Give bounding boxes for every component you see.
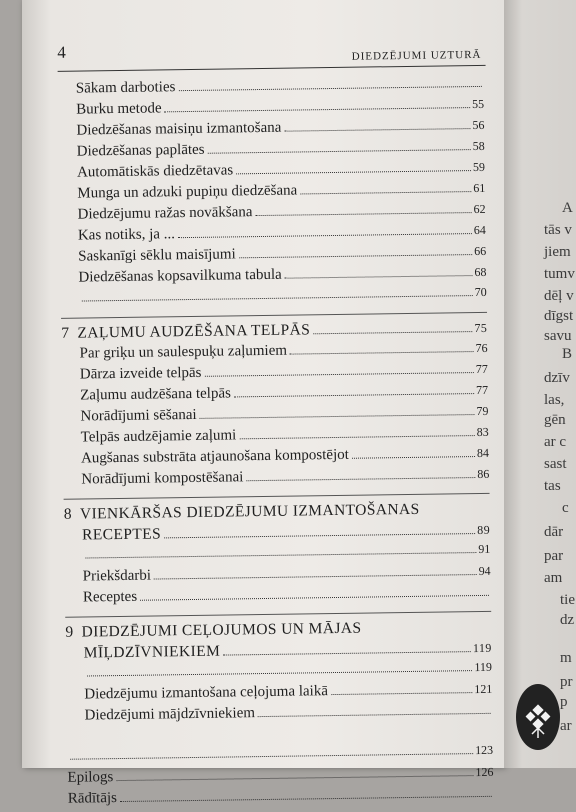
facing-page-text: pr [560,674,573,690]
entry-title: Diedzējumu ražas novākšana [77,204,253,223]
facing-page-text: jiem [544,244,571,260]
leader-dots [208,149,471,154]
leader-dots [87,670,472,676]
facing-page-text: dēļ v [544,288,574,304]
leader-dots [82,295,473,301]
leader-dots [313,331,472,334]
leader-dots [223,651,471,655]
facing-page-text: am [544,570,563,586]
chapter-title: MĪĻDZĪVNIEKIEM [83,642,221,662]
page-ref: 94 [478,563,491,579]
page-ref: 126 [475,764,494,780]
page-ref: 56 [472,117,485,133]
page-ref: 64 [473,222,486,238]
page-ref: 83 [476,424,489,440]
entry-title: Dārza izveide telpās [79,364,202,383]
entry-title: Epilogs [67,769,114,786]
running-head: DIEDZĒJUMI UZTURĀ [351,48,482,63]
facing-page-text: tās v [544,222,572,238]
page-ref: 123 [475,742,494,758]
page-ref: 75 [474,320,488,336]
chapter-number: 7 [61,324,70,342]
chapter-title: VIENKĀRŠAS DIEDZĒJUMU IZMANTOŠANAS [79,500,420,523]
diamond-leaf-icon [516,684,560,750]
watermark-logo [516,684,560,750]
page-ref: 58 [472,138,485,154]
chapter-number: 9 [65,623,74,641]
table-of-contents [58,75,494,812]
page-ref: 77 [475,361,488,377]
page-ref: 84 [476,445,490,461]
entry-title: Rādītājs [67,790,118,807]
page-ref: 119 [472,640,492,656]
entry-title: Diedzējumu izmantošana ceļojuma laikā [84,683,329,703]
page-ref: 62 [473,201,486,217]
facing-page-text: las, [544,392,565,408]
page-ref: 76 [475,340,488,356]
leader-dots [154,574,477,580]
book-page [22,0,504,807]
leader-dots [200,414,475,419]
page-content [17,0,510,807]
facing-page-text: A [562,200,573,216]
chapter-number: 8 [63,505,73,523]
entry-title: Diedzēšanas kopsavilkuma tabula [78,266,282,286]
facing-page-text: gēn [544,412,566,428]
facing-page-text: dīgst [544,308,574,324]
leader-dots [165,107,471,112]
leader-dots [285,275,473,279]
facing-page-text: tumv [544,266,575,282]
page-ref: 66 [474,243,487,259]
page-ref: 70 [474,284,487,300]
leader-dots [234,393,474,397]
entry-title: Sākam darboties [75,79,176,97]
page-ref: 79 [476,403,489,419]
facing-page-text: tas [544,478,561,494]
page-ref: 77 [476,382,489,398]
page-ref: 89 [477,522,491,538]
leader-dots [236,170,471,174]
entry-title: Automātiskās diedzētavas [76,162,234,181]
entry-title: Diedzējumi mājdzīvniekiem [84,705,256,724]
facing-page-text: m [560,650,572,666]
section-divider [61,312,487,319]
entry-title: Diedzēšanas paplātes [76,141,205,160]
leader-dots [164,533,475,538]
facing-page-edge [504,0,576,768]
page-ref: 59 [472,159,486,175]
leader-dots [85,552,476,558]
chapter-title: ZAĻUMU AUDZĒŠANA TELPĀS [77,321,311,342]
facing-page-text: tie [560,592,575,608]
facing-page-text: ar c [544,434,567,450]
page-ref: 119 [474,659,493,675]
leader-dots [331,692,472,695]
leader-dots [239,435,474,439]
facing-page-text: B [562,346,573,362]
entry-title: Kas notiks, ja ... [77,226,176,244]
entry-title: Receptes [82,588,138,606]
facing-page-text: sast [544,456,567,472]
entry-title: Priekšdarbi [82,567,152,585]
entry-title: Saskanīgi sēklu maisījumi [78,246,236,265]
leader-dots [204,372,473,377]
facing-page-text: savu [544,328,572,344]
facing-page-text: ar [560,718,572,734]
page-ref: 91 [478,541,491,557]
facing-page-text: dār [544,524,564,540]
facing-page-text: dzīv [544,370,570,386]
leader-dots [258,713,491,717]
leader-dots [178,233,472,238]
entry-title: Norādījumi sēšanai [80,406,197,425]
entry-title: Diedzēšanas maisiņu izmantošana [76,119,282,139]
leader-dots [140,595,489,601]
section-divider [65,611,491,618]
facing-page-text: p [560,694,568,710]
entry-title: Norādījumi kompostēšanai [81,469,244,488]
leader-dots [246,477,475,481]
leader-dots [352,456,475,459]
chapter-title: RECEPTES [81,525,162,544]
section-divider [64,493,490,500]
entry-title: Telpās audzējamie zaļumi [80,427,237,446]
leader-dots [290,351,474,355]
page-number: 4 [57,42,66,62]
facing-page-text: dz [560,612,575,628]
leader-dots [284,128,470,132]
page-ref: 121 [474,681,493,697]
entry-title: Burku metode [76,100,162,118]
entry-title: Zaļumu audzēšana telpās [80,385,232,404]
page-ref: 61 [473,180,486,196]
leader-dots [70,753,473,760]
header-rule [58,65,486,72]
entry-title: Munga un adzuki pupiņu diedzēšana [77,182,298,202]
entry-title: Augšanas substrāta atjaunošana kompostējot [80,446,349,467]
page-ref: 68 [474,264,487,280]
entry-title: Par griķu un saulespuķu zaļumiem [79,342,288,362]
chapter-title: DIEDZĒJUMI CEĻOJUMOS UN MĀJAS [81,619,362,641]
leader-dots [300,191,471,194]
leader-dots [239,254,472,258]
leader-dots [178,86,481,91]
facing-page-text: c [562,500,569,516]
leader-dots [256,212,472,216]
leader-dots [116,775,473,781]
page-ref: 55 [472,96,485,112]
facing-page-text: par [544,548,564,564]
page-ref: 86 [477,466,490,482]
leader-dots [120,796,492,802]
